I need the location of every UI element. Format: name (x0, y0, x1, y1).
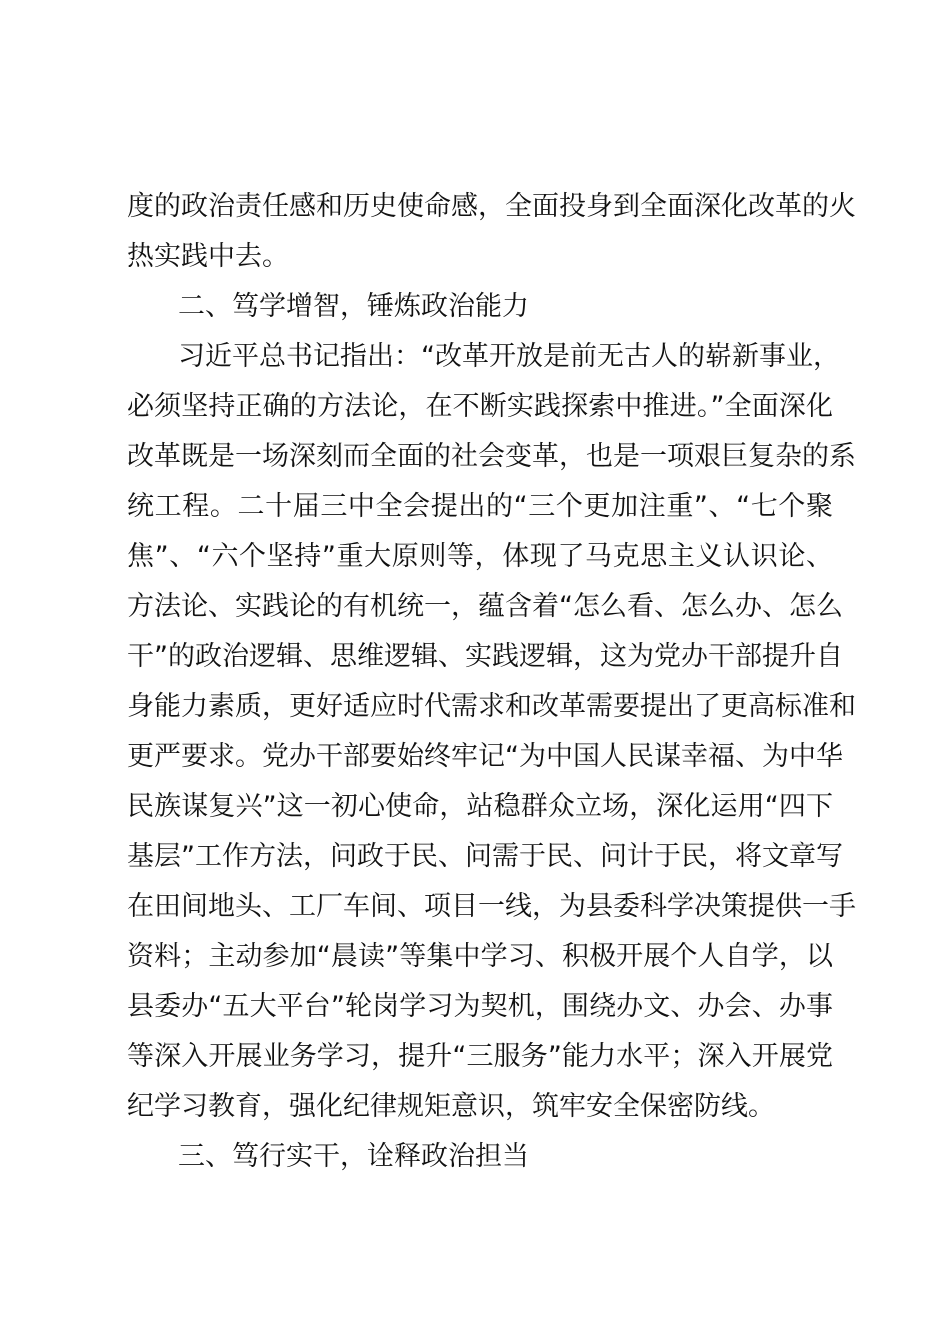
text-line: 热实践中去。 (127, 241, 289, 272)
text-line: 方法论、实践论的有机统一，蕴含着“怎么看、怎么办、怎么 (127, 591, 843, 622)
text-line: 度的政治责任感和历史使命感，全面投身到全面深化改革的火 (127, 191, 856, 222)
section-heading: 二、笃学增智，锤炼政治能力 (178, 291, 529, 322)
section-heading: 三、笃行实干，诠释政治担当 (178, 1141, 529, 1172)
text-line: 更严要求。党办干部要始终牢记“为中国人民谋幸福、为中华 (127, 741, 843, 772)
text-line: 在田间地头、工厂车间、项目一线，为县委科学决策提供一手 (127, 891, 856, 922)
text-line: 资料；主动参加“晨读”等集中学习、积极开展个人自学，以 (127, 941, 833, 972)
text-line: 统工程。二十届三中全会提出的“三个更加注重”、“七个聚 (127, 491, 833, 522)
text-line: 基层”工作方法，问政于民、问需于民、问计于民，将文章写 (127, 841, 843, 872)
text-line: 习近平总书记指出：“改革开放是前无古人的崭新事业， (178, 341, 840, 372)
text-line: 纪学习教育，强化纪律规矩意识，筑牢安全保密防线。 (127, 1091, 775, 1122)
text-line: 等深入开展业务学习，提升“三服务”能力水平；深入开展党 (127, 1041, 833, 1072)
text-line: 民族谋复兴”这一初心使命，站稳群众立场，深化运用“四下 (127, 791, 833, 822)
text-line: 改革既是一场深刻而全面的社会变革，也是一项艰巨复杂的系 (127, 441, 856, 472)
text-line: 干”的政治逻辑、思维逻辑、实践逻辑，这为党办干部提升自 (127, 641, 843, 672)
text-line: 身能力素质，更好适应时代需求和改革需要提出了更高标准和 (127, 691, 856, 722)
text-line: 县委办“五大平台”轮岗学习为契机，围绕办文、办会、办事 (127, 991, 833, 1022)
text-line: 焦”、“六个坚持”重大原则等，体现了马克思主义认识论、 (127, 541, 833, 572)
text-line: 必须坚持正确的方法论，在不断实践探索中推进。”全面深化 (127, 391, 833, 422)
